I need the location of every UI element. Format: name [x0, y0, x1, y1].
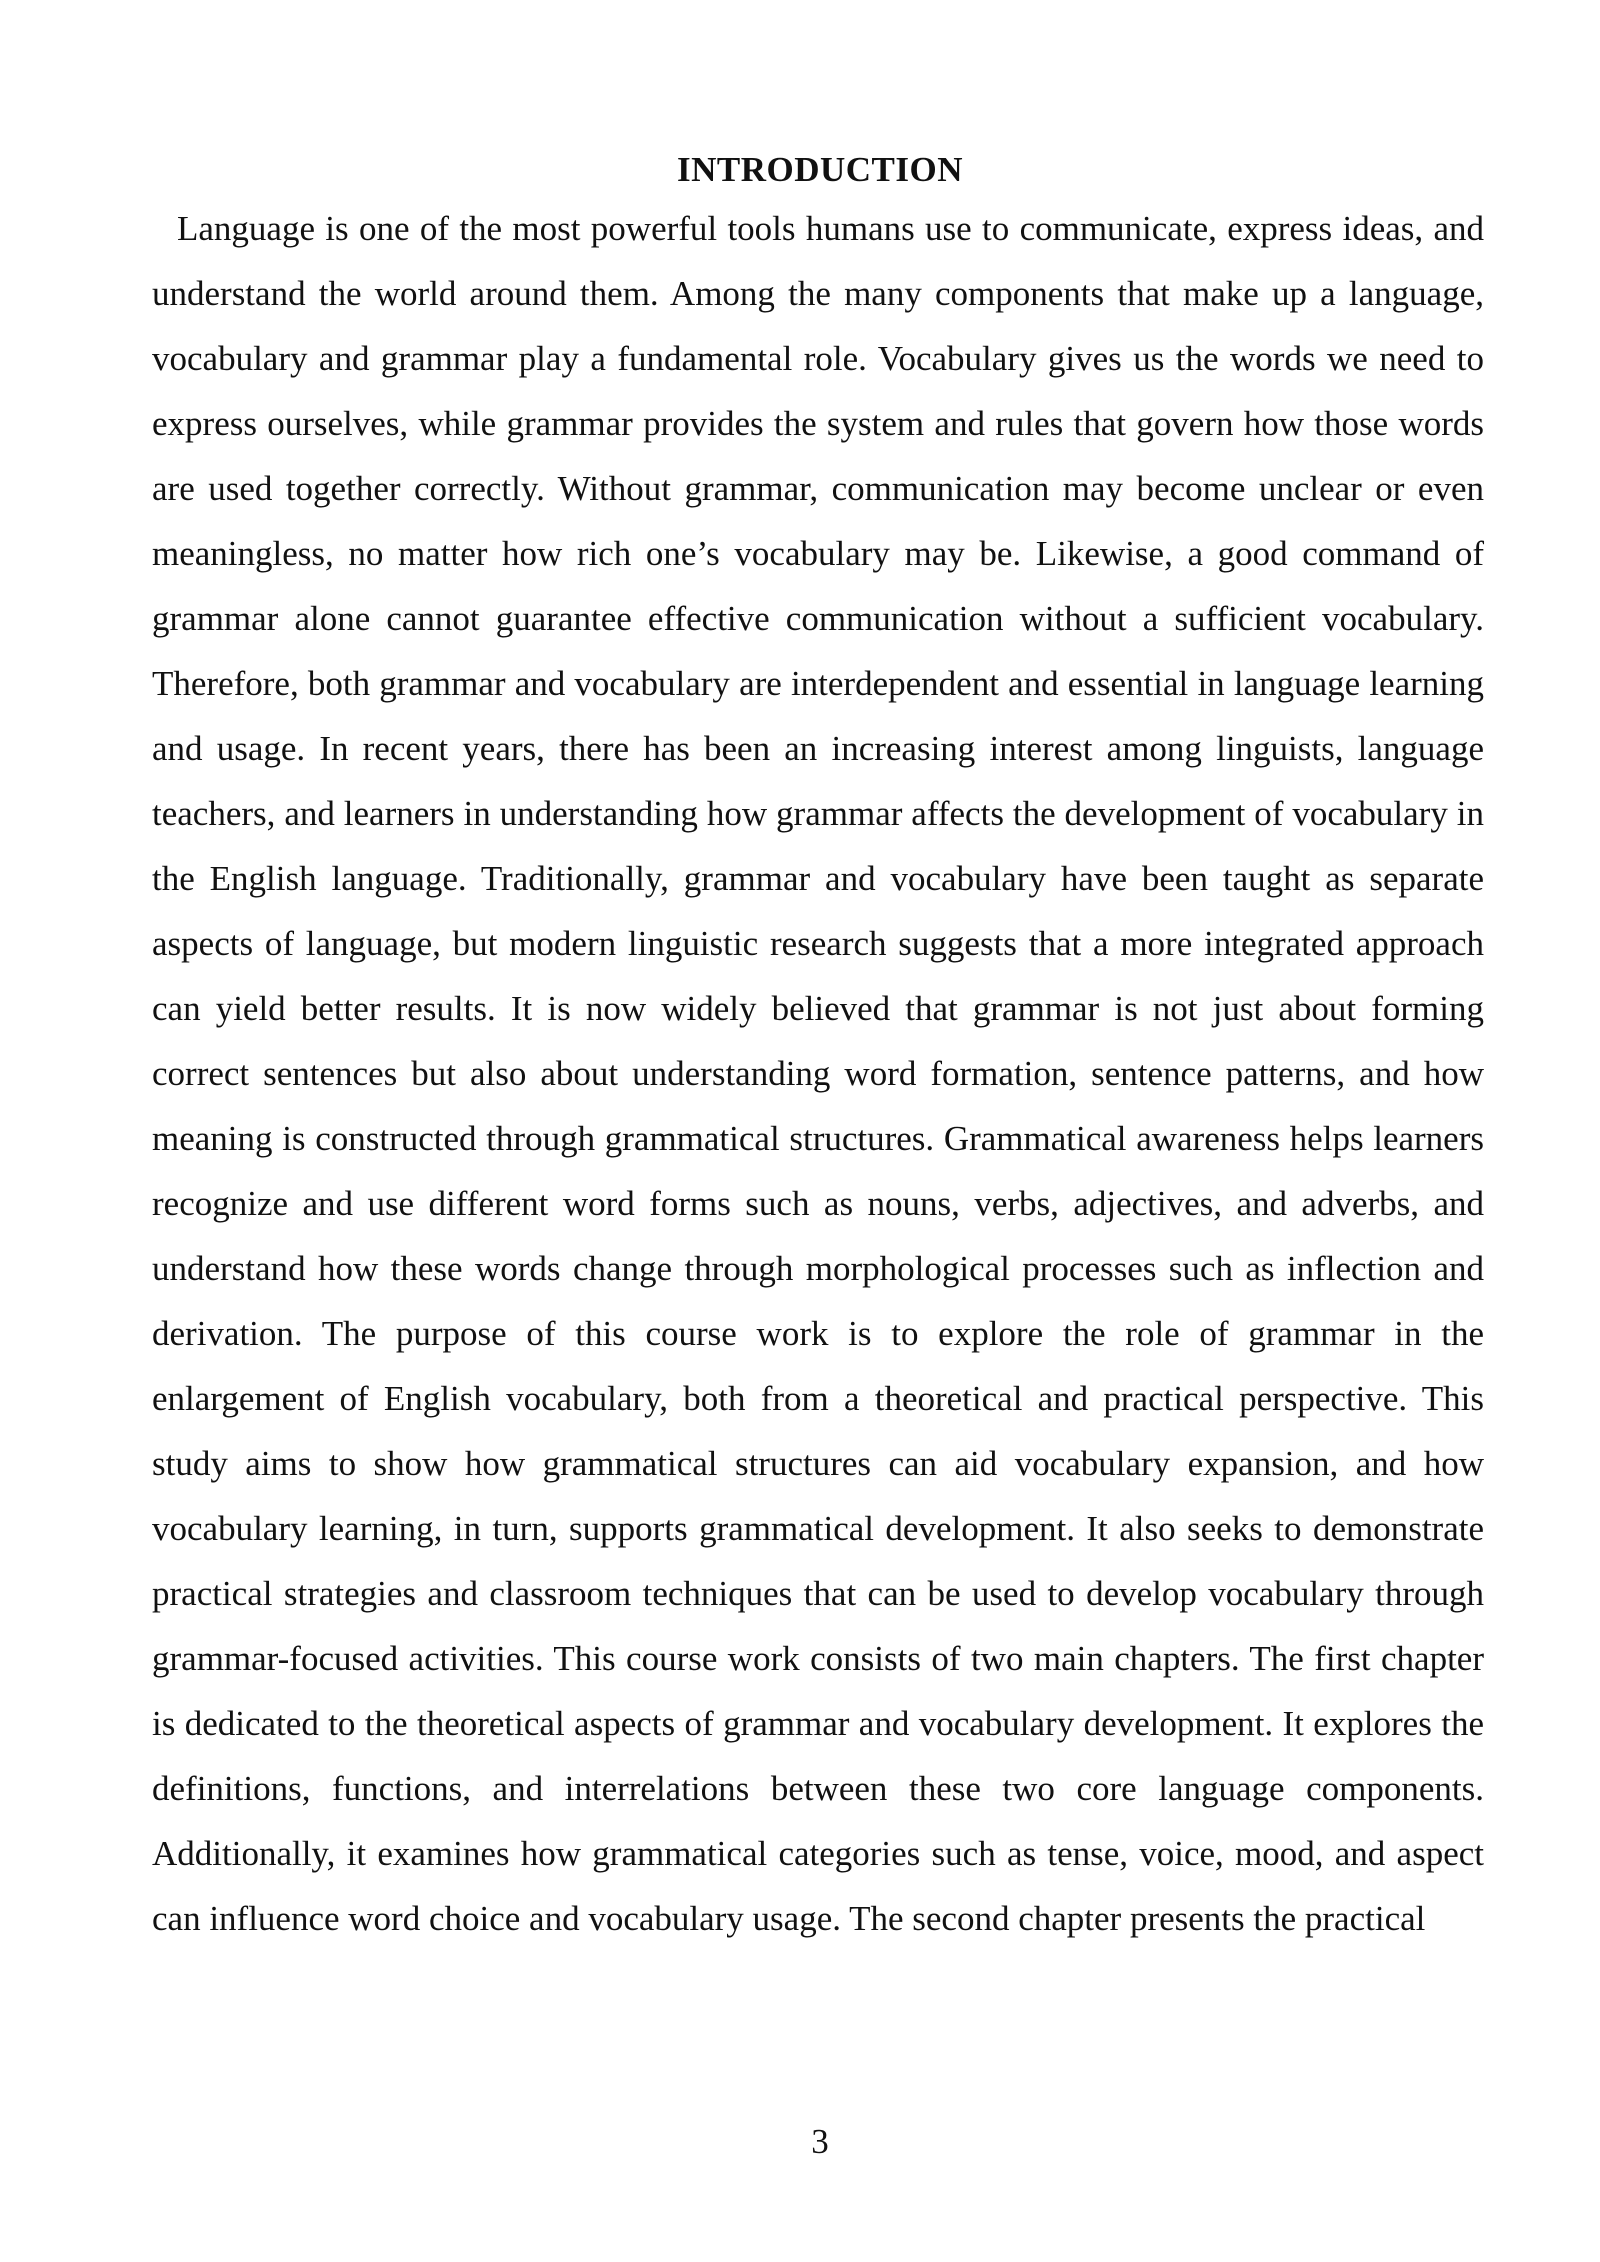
body-paragraph: Language is one of the most powerful tools humans use to communicate, express ideas, and understand the world around them. Among the many components that make up a language, vocabulary and grammar play a fundamental role. Vocabulary gives us the words we need to express ourselves, while grammar provides the system and rules that govern how those words are used together correctly. Without grammar, communication may become unclear or even meaningless, no matter how rich one’s vocabulary may be. Likewise, a good command of grammar alone cannot guarantee effective communication without a sufficient vocabulary. Therefore, both grammar and vocabulary are interdependent and essential in language learning and usage. In recent years, there has been an increasing interest among linguists, language teachers, and learners in understanding how grammar affects the development of vocabulary in the English language. Traditionally, grammar and vocabulary have been taught as separate aspects of language, but modern linguistic research suggests that a more integrated approach can yield better results. It is now widely believed that grammar is not just about forming correct sentences but also about understanding word formation, sentence patterns, and how meaning is constructed through grammatical structures. Grammatical awareness helps learners recognize and use different word forms such as nouns, verbs, adjectives, and adverbs, and understand how these words change through morphological processes such as inflection and derivation. The purpose of this course work is to explore the role of grammar in the enlargement of English vocabulary, both from a theoretical and practical perspective. This study aims to show how grammatical structures can aid vocabulary expansion, and how vocabulary learning, in turn, supports grammatical development. It also seeks to demonstrate practical strategies and classroom techniques that can be used to develop vocabulary through grammar-focused activities. This course work consists of two main chapters. The first chapter is dedicated to the theoretical aspects of grammar and vocabulary development. It explores the definitions, functions, and interrelations between these two core language components. Additionally, it examines how grammatical categories such as tense, voice, mood, and aspect can influence word choice and vocabulary usage. The second chapter presents the practical — [152, 209, 1484, 1938]
page-number: 3 — [811, 2122, 829, 2161]
section-heading: INTRODUCTION — [676, 150, 964, 189]
